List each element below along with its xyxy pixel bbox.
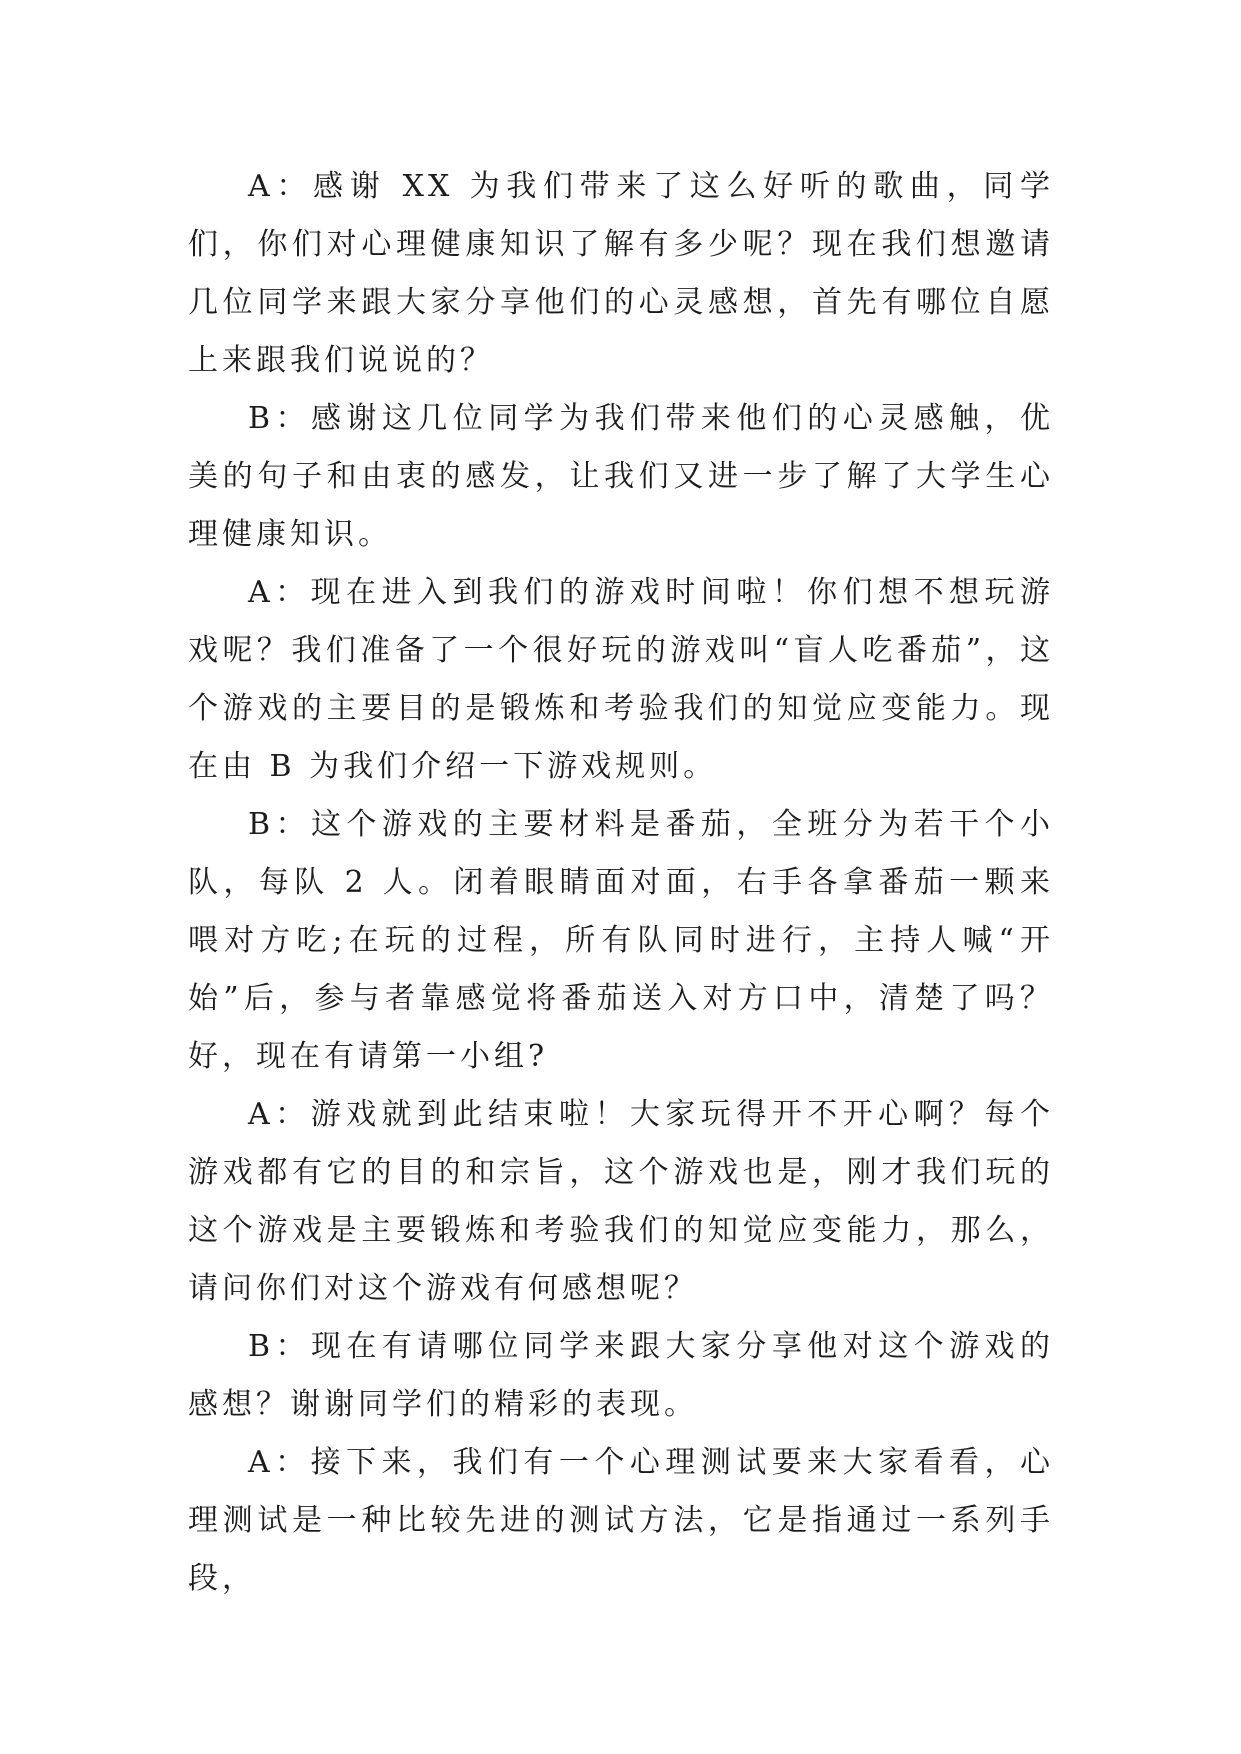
paragraph-4: B：这个游戏的主要材料是番茄，全班分为若干个小队，每队 2 人。闭着眼睛面对面，右手各拿番茄一颗来喂对方吃;在玩的过程，所有队同时进行，主持人喊“开始”后，参与者靠感觉将番茄送入对方口中，清楚了吗？好，现在有请第一小组? [188,807,1054,1074]
paragraph-3: A：现在进入到我们的游戏时间啦！你们想不想玩游戏呢？我们准备了一个很好玩的游戏叫“盲人吃番茄”，这个游戏的主要目的是锻炼和考验我们的知觉应变能力。现在由 B 为我们介绍一下游戏规则。 [188,575,1054,784]
document-body [188,158,1054,1608]
paragraph-7: A：接下来，我们有一个心理测试要来大家看看，心理测试是一种比较先进的测试方法，它是指通过一系列手段， [188,1445,1054,1596]
paragraph-5: A：游戏就到此结束啦！大家玩得开不开心啊？每个游戏都有它的目的和宗旨，这个游戏也是，刚才我们玩的这个游戏是主要锻炼和考验我们的知觉应变能力，那么，请问你们对这个游戏有何感想呢？ [188,1097,1054,1306]
paragraph-6: B：现在有请哪位同学来跟大家分享他对这个游戏的感想？谢谢同学们的精彩的表现。 [188,1329,1054,1422]
paragraph-1: A：感谢 XX 为我们带来了这么好听的歌曲，同学们，你们对心理健康知识了解有多少呢？现在我们想邀请几位同学来跟大家分享他们的心灵感想，首先有哪位自愿上来跟我们说说的？ [188,169,1054,378]
paragraph-2: B：感谢这几位同学为我们带来他们的心灵感触，优美的句子和由衷的感发，让我们又进一步了解了大学生心理健康知识。 [188,401,1054,552]
